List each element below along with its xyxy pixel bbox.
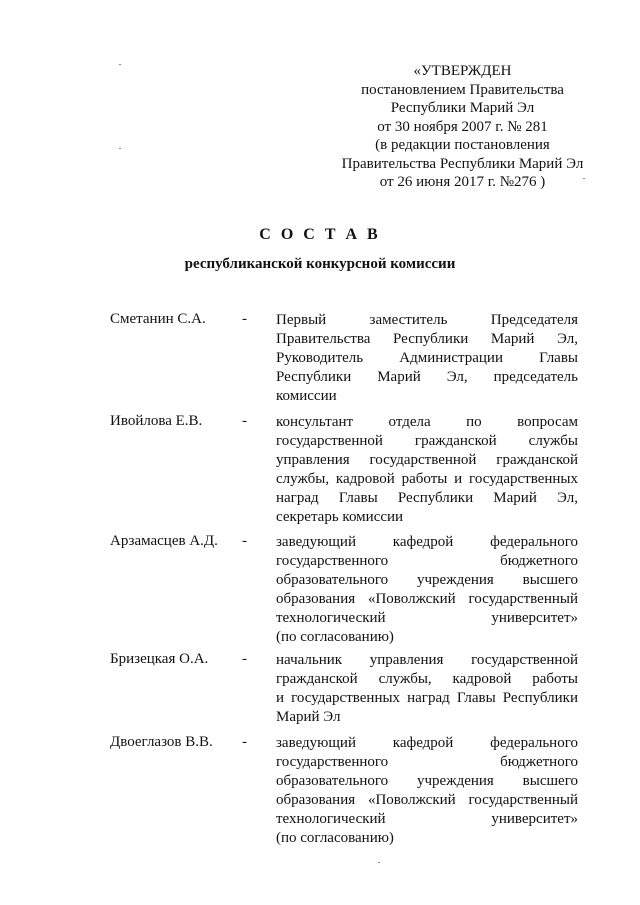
role-line: государственного бюджетного xyxy=(276,553,578,569)
approval-line: от 30 ноября 2007 г. № 281 xyxy=(377,118,548,135)
approval-stamp xyxy=(300,62,625,192)
role-line: (по согласованию) xyxy=(276,830,394,846)
role-line: Марий Эл xyxy=(276,709,341,725)
role-line: образования «Поволжский государственный xyxy=(276,591,578,607)
role-line: комиссии xyxy=(276,388,337,404)
member-name: Двоеглазов В.В. xyxy=(110,734,213,750)
member-name: Арзамасцев А.Д. xyxy=(110,533,218,549)
role-line: Республики Марий Эл, председатель xyxy=(276,369,578,385)
member-name: Ивойлова Е.В. xyxy=(110,413,203,429)
role-line: Правительства Республики Марий Эл, xyxy=(276,331,578,347)
member-name: Сметанин С.А. xyxy=(110,311,206,327)
document-title: С О С Т А В xyxy=(259,226,381,243)
role-line: секретарь комиссии xyxy=(276,509,404,525)
role-line: образовательного учреждения высшего xyxy=(276,572,578,588)
role-line: гражданской службы, кадровой работы xyxy=(276,671,578,687)
member-role xyxy=(276,734,578,848)
approval-line: Правительства Республики Марий Эл xyxy=(341,155,584,172)
role-line: образовательного учреждения высшего xyxy=(276,773,578,789)
member-dash: - xyxy=(242,311,247,327)
member-dash: - xyxy=(242,651,247,667)
role-line: начальник управления государственной xyxy=(276,652,578,668)
role-line: службы, кадровой работы и государственных xyxy=(276,471,578,487)
approval-line: (в редакции постановления xyxy=(375,137,550,153)
role-line: технологический университет» xyxy=(276,610,578,626)
member-dash: - xyxy=(242,734,247,750)
role-line: государственного бюджетного xyxy=(276,754,578,770)
scan-speck xyxy=(583,178,585,179)
role-line: Руководитель Администрации Главы xyxy=(276,350,578,366)
document-subtitle: республиканской конкурсной комиссии xyxy=(184,256,456,272)
role-line: наград Главы Республики Марий Эл, xyxy=(276,490,578,506)
member-dash: - xyxy=(242,533,247,549)
approval-line: постановлением Правительства xyxy=(361,81,564,98)
role-line: технологический университет» xyxy=(276,811,578,827)
scan-speck xyxy=(378,862,380,863)
approval-line: от 26 июня 2017 г. №276 ) xyxy=(379,174,546,190)
member-role xyxy=(276,311,578,406)
role-line: государственной гражданской службы xyxy=(276,433,578,449)
role-line: управления государственной гражданской xyxy=(276,452,578,468)
approval-line: Республики Марий Эл xyxy=(390,100,535,116)
role-line: заведующий кафедрой федерального xyxy=(276,735,578,751)
role-line: консультант отдела по вопросам xyxy=(276,414,578,430)
role-line: образования «Поволжский государственный xyxy=(276,792,578,808)
role-line: и государственных наград Главы Республики xyxy=(276,690,578,706)
member-name: Бризецкая О.А. xyxy=(110,651,209,667)
role-line: (по согласованию) xyxy=(276,629,394,645)
member-role xyxy=(276,413,578,527)
member-role xyxy=(276,651,578,727)
role-line: заведующий кафедрой федерального xyxy=(276,534,578,550)
member-dash: - xyxy=(242,413,247,429)
scan-speck xyxy=(119,148,121,149)
member-role xyxy=(276,533,578,647)
scan-speck xyxy=(119,64,121,65)
approval-line: «УТВЕРЖДЕН xyxy=(413,63,512,79)
role-line: Первый заместитель Председателя xyxy=(276,312,578,328)
